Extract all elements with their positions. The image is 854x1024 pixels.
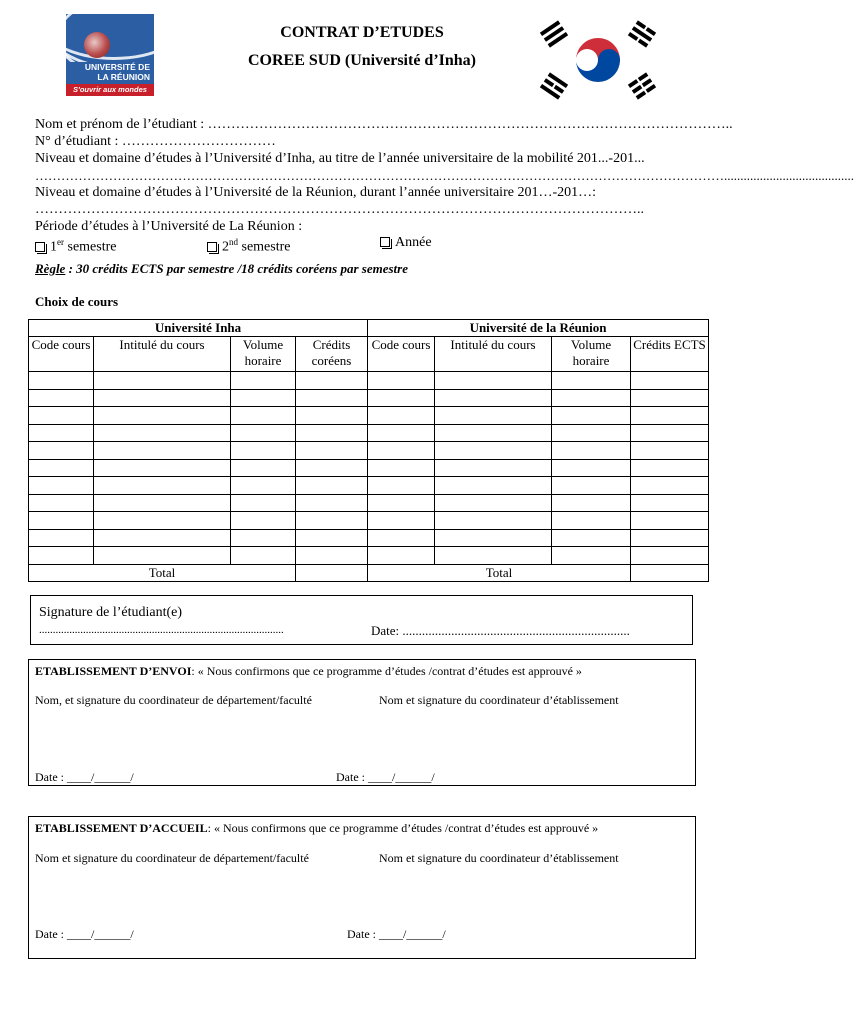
total-left-label: Total (29, 564, 296, 581)
col-header: Volume horaire (231, 337, 296, 372)
col-header: Crédits coréens (296, 337, 368, 372)
table-row[interactable] (29, 494, 709, 512)
header-reunion: Université de la Réunion (368, 320, 709, 337)
table-row[interactable] (29, 389, 709, 407)
col-header: Intitulé du cours (94, 337, 231, 372)
field-niveau-reunion[interactable]: Niveau et domaine d’études à l’Université de la Réunion, durant l’année universitaire 201…-201…: (35, 185, 596, 200)
field-niveau-inha-dots[interactable]: ……………………………………………………………………………………………………………………………………………........................................ (35, 168, 854, 183)
total-right-value[interactable] (631, 564, 709, 581)
table-row[interactable] (29, 424, 709, 442)
courses-table (28, 319, 709, 582)
table-row[interactable] (29, 459, 709, 477)
accueil-approval-box (28, 816, 696, 959)
col-header: Code cours (368, 337, 435, 372)
checkbox-icon[interactable] (207, 242, 217, 252)
table-row[interactable] (29, 442, 709, 460)
accueil-coordinateur-etablissement: Nom et signature du coordinateur d’établissement (379, 851, 619, 865)
field-niveau-reunion-dots[interactable]: ………………………………………………………………………………………………………………….. (35, 202, 644, 217)
table-row[interactable] (29, 547, 709, 565)
accueil-heading: ETABLISSEMENT D’ACCUEIL: « Nous confirmons que ce programme d’études /contrat d’études est approuvé » (35, 821, 599, 835)
col-header: Volume horaire (552, 337, 631, 372)
accueil-coordinateur-departement: Nom et signature du coordinateur de département/faculté (35, 851, 309, 865)
table-row[interactable] (29, 512, 709, 530)
header-inha: Université Inha (29, 320, 368, 337)
option-semestre-1[interactable]: 1er semestre (35, 234, 116, 256)
total-right-label: Total (368, 564, 631, 581)
signature-label: Signature de l’étudiant(e) (39, 605, 183, 620)
table-row[interactable] (29, 529, 709, 547)
table-row[interactable] (29, 477, 709, 495)
checkbox-icon[interactable] (380, 237, 390, 247)
rule-text: Règle : 30 crédits ECTS par semestre /18 crédits coréens par semestre (35, 261, 408, 276)
section-choix-de-cours: Choix de cours (35, 294, 119, 309)
envoi-heading: ETABLISSEMENT D’ENVOI: « Nous confirmons que ce programme d’études /contrat d’études est approuvé » (35, 664, 582, 678)
option-semestre-2[interactable]: 2nd semestre (207, 234, 290, 256)
field-nom[interactable]: Nom et prénom de l’étudiant : ………………………………………………………………………………………………….. (35, 117, 733, 132)
envoi-date-2[interactable]: Date : ____/______/ (336, 770, 435, 784)
option-annee[interactable]: Année (380, 234, 432, 251)
envoi-date-1[interactable]: Date : ____/______/ (35, 770, 134, 784)
page-subtitle: COREE SUD (Université d’Inha) (247, 52, 476, 69)
page-title: CONTRAT D’ETUDES (280, 24, 444, 41)
signature-date-field[interactable]: Date: ...................................................................... (371, 623, 630, 638)
envoi-approval-box (28, 659, 696, 786)
logo-tagline: S'ouvrir aux mondes (66, 84, 154, 96)
field-periode: Période d’études à l’Université de La Réunion : (35, 219, 303, 234)
accueil-date-1[interactable]: Date : ____/______/ (35, 927, 134, 941)
col-header: Crédits ECTS (631, 337, 709, 372)
envoi-coordinateur-departement: Nom, et signature du coordinateur de département/faculté (35, 693, 312, 707)
table-row[interactable] (29, 372, 709, 390)
signature-field[interactable]: ......................................................................................... (39, 624, 284, 636)
col-header: Code cours (29, 337, 94, 372)
envoi-coordinateur-etablissement: Nom et signature du coordinateur d’établissement (379, 693, 619, 707)
total-row (29, 564, 709, 581)
col-header: Intitulé du cours (435, 337, 552, 372)
student-signature-box (30, 595, 693, 645)
table-row[interactable] (29, 407, 709, 425)
field-niveau-inha[interactable]: Niveau et domaine d’études à l’Université d’Inha, au titre de l’année universitaire de la mobilité 201...-201... (35, 151, 645, 166)
checkbox-icon[interactable] (35, 242, 45, 252)
accueil-date-2[interactable]: Date : ____/______/ (347, 927, 446, 941)
logo-name: UNIVERSITÉ DE LA RÉUNION (66, 62, 154, 84)
field-numero[interactable]: N° d’étudiant : …………………………… (35, 134, 276, 149)
total-left-value[interactable] (296, 564, 368, 581)
